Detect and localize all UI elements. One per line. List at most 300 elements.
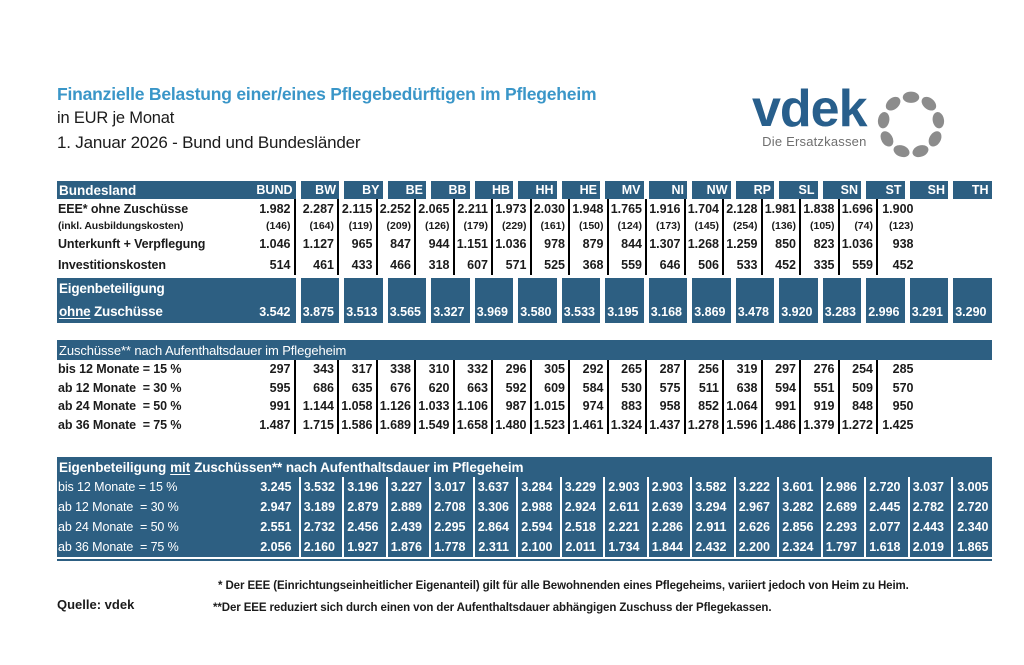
value-cell: 1.480 — [493, 416, 532, 435]
underlined-word: ohne — [59, 304, 91, 319]
value-cell: 338 — [378, 360, 417, 379]
value-cell: 1.151 — [455, 234, 494, 254]
value-cell: 1.015 — [532, 397, 571, 416]
row-label: ab 24 Monate = 50 % — [58, 520, 179, 534]
value-cell: 1.036 — [493, 234, 532, 254]
value-cell: 3.189 — [301, 497, 345, 517]
value-cell: 1.379 — [801, 416, 840, 435]
value-cell: 2.518 — [562, 517, 606, 537]
value-cell: 850 — [763, 234, 802, 254]
value-cell: 2.295 — [431, 517, 475, 537]
value-cell: 592 — [493, 379, 532, 398]
value-cell-bund: 514 — [269, 257, 291, 272]
value-cell: 686 — [301, 379, 340, 398]
value-cell: 823 — [801, 234, 840, 254]
row-label: Investitionskosten — [58, 257, 166, 272]
value-cell: 676 — [378, 379, 417, 398]
value-cell: 305 — [532, 360, 571, 379]
value-cell: 2.879 — [344, 497, 388, 517]
value-cell: 1.437 — [647, 416, 686, 435]
value-cell: (209) — [378, 218, 417, 234]
value-cell: 2.311 — [475, 537, 519, 557]
value-cell: 2.443 — [910, 517, 954, 537]
value-cell: (145) — [686, 218, 725, 234]
value-cell: 2.708 — [431, 497, 475, 517]
value-cell: (150) — [570, 218, 609, 234]
section-gap — [57, 323, 992, 340]
value-cell: 938 — [892, 237, 914, 251]
value-cell: 368 — [570, 254, 609, 275]
value-cell: 3.533 — [562, 278, 601, 323]
header-pre: Eigenbeteiligung — [59, 459, 167, 475]
value-cell: 3.222 — [736, 477, 780, 497]
column-header: BB — [431, 181, 470, 199]
bundesland-label: Bundesland — [59, 182, 137, 198]
row-label: ab 12 Monate = 30 % — [58, 500, 179, 514]
row-label: bis 12 Monate = 15 % — [58, 480, 178, 494]
source-label: Quelle: vdek — [57, 597, 135, 612]
row-label: EEE* ohne Zuschüsse — [58, 201, 189, 216]
value-cell: 2.924 — [562, 497, 606, 517]
value-cell-bund: 1.046 — [259, 237, 291, 251]
column-header: HH — [518, 181, 557, 199]
value-cell: 1.658 — [455, 416, 494, 435]
value-cell: 3.875 — [301, 278, 340, 323]
column-header: NW — [692, 181, 731, 199]
value-cell-bund: 991 — [269, 399, 291, 414]
value-cell: 2.782 — [910, 497, 954, 517]
value-cell: 2.639 — [649, 497, 693, 517]
value-cell: (123) — [888, 220, 914, 232]
value-cell: 343 — [301, 360, 340, 379]
row-label: ab 36 Monate = 75 % — [58, 417, 182, 432]
value-cell: 254 — [840, 360, 879, 379]
column-header: TH — [953, 181, 992, 199]
value-cell: 2.128 — [724, 199, 763, 218]
value-cell: 2.594 — [518, 517, 562, 537]
value-cell: 3.582 — [692, 477, 736, 497]
value-cell: (179) — [455, 218, 494, 234]
value-cell: 1.797 — [823, 537, 867, 557]
row-label-cell — [57, 517, 301, 537]
value-cell: (161) — [532, 218, 571, 234]
value-cell: 2.720 — [866, 477, 910, 497]
row-label-cell — [57, 254, 296, 275]
value-cell: 1.036 — [840, 234, 879, 254]
value-cell: 530 — [609, 379, 648, 398]
value-cell: 965 — [339, 234, 378, 254]
row-label: ab 24 Monate = 50 % — [58, 399, 182, 414]
value-cell-bund: 2.551 — [260, 520, 292, 534]
value-cell: 635 — [339, 379, 378, 398]
value-cell: 296 — [493, 360, 532, 379]
column-header: SH — [910, 181, 949, 199]
value-cell: 452 — [892, 257, 914, 272]
value-cell: 3.017 — [431, 477, 475, 497]
value-cell: 2.988 — [518, 497, 562, 517]
section-gap — [57, 434, 992, 457]
value-cell: 466 — [378, 254, 417, 275]
row-label: Unterkunft + Verpflegung — [58, 237, 206, 251]
column-header-bund: BUND — [256, 183, 293, 197]
value-cell: 1.586 — [339, 416, 378, 435]
value-cell: 2.252 — [378, 199, 417, 218]
value-cell: 3.920 — [779, 278, 818, 323]
value-cell: 1.549 — [416, 416, 455, 435]
value-cell: 3.327 — [431, 278, 470, 323]
column-header: MV — [605, 181, 644, 199]
table-row-zuschuss — [57, 360, 992, 379]
row-label: bis 12 Monate = 15 % — [58, 362, 182, 377]
value-cell: 1.425 — [882, 417, 914, 432]
row-label-cell — [57, 218, 296, 234]
value-cell: 2.211 — [455, 199, 494, 218]
table-row-investition — [57, 254, 992, 275]
value-cell: 2.720 — [957, 500, 989, 514]
value-cell: 1.596 — [724, 416, 763, 435]
page-title: Finanzielle Belastung einer/eines Pflegebedürftigen im Pflegeheim — [57, 84, 597, 104]
row-label-cell — [57, 477, 301, 497]
value-cell: 2.911 — [692, 517, 736, 537]
value-cell: (74) — [840, 218, 879, 234]
value-cell: 559 — [840, 254, 879, 275]
value-cell: 511 — [686, 379, 725, 398]
value-cell: 3.306 — [475, 497, 519, 517]
value-cell: 265 — [609, 360, 648, 379]
value-cell: 3.637 — [475, 477, 519, 497]
vdek-ring-icon — [874, 88, 948, 162]
value-cell: 2.903 — [605, 477, 649, 497]
value-cell: 1.523 — [532, 416, 571, 435]
value-cell: 2.030 — [532, 199, 571, 218]
value-cell: 958 — [647, 397, 686, 416]
value-cell: 452 — [763, 254, 802, 275]
value-cell: 852 — [686, 397, 725, 416]
value-cell-bund: 2.056 — [260, 540, 292, 554]
column-header: SN — [823, 181, 862, 199]
value-cell: (229) — [493, 218, 532, 234]
value-cell: 3.532 — [301, 477, 345, 497]
value-cell: 607 — [455, 254, 494, 275]
value-cell: 1.948 — [570, 199, 609, 218]
value-cell: 256 — [686, 360, 725, 379]
table-bottom-rule — [57, 559, 992, 561]
value-cell: 292 — [570, 360, 609, 379]
value-cell: 509 — [840, 379, 879, 398]
table-row-eigenbeteiligung-mit — [57, 477, 992, 497]
row-label: ab 12 Monate = 30 % — [58, 380, 182, 395]
value-cell: 1.973 — [493, 199, 532, 218]
column-header: NI — [649, 181, 688, 199]
value-cell: 978 — [532, 234, 571, 254]
total-label — [59, 281, 165, 319]
value-cell: 1.461 — [570, 416, 609, 435]
footnote-zuschuss: **Der EEE reduziert sich durch einen von der Aufenthaltsdauer abhängigen Zuschuss der Pflegekassen. — [213, 602, 772, 614]
value-cell: 1.778 — [431, 537, 475, 557]
value-cell: 663 — [455, 379, 494, 398]
value-cell: 2.115 — [339, 199, 378, 218]
value-cell: 1.064 — [724, 397, 763, 416]
value-cell: 3.291 — [910, 278, 949, 323]
value-cell: 584 — [570, 379, 609, 398]
row-label-cell — [57, 397, 296, 416]
value-cell: 919 — [801, 397, 840, 416]
column-header: BW — [301, 181, 340, 199]
label-rest: Zuschüsse — [90, 304, 163, 319]
table-row-unterkunft — [57, 234, 992, 254]
vdek-logo-text — [752, 80, 867, 149]
value-cell: 317 — [339, 360, 378, 379]
value-cell: 2.445 — [866, 497, 910, 517]
value-cell: 2.011 — [562, 537, 606, 557]
value-cell: 2.626 — [736, 517, 780, 537]
value-cell: 848 — [840, 397, 879, 416]
row-label-cell — [57, 537, 301, 557]
value-cell: 991 — [763, 397, 802, 416]
underlined-word: mit — [170, 459, 191, 475]
value-cell: 1.126 — [378, 397, 417, 416]
value-cell: (173) — [647, 218, 686, 234]
value-cell: 575 — [647, 379, 686, 398]
value-cell: 3.513 — [344, 278, 383, 323]
value-cell: 3.284 — [518, 477, 562, 497]
value-cell: (254) — [724, 218, 763, 234]
vdek-wordmark: vdek — [752, 80, 867, 138]
value-cell: 1.876 — [388, 537, 432, 557]
value-cell: 879 — [570, 234, 609, 254]
total-label-line1: Eigenbeteiligung — [59, 281, 165, 296]
value-cell: 1.927 — [344, 537, 388, 557]
value-cell: 2.324 — [779, 537, 823, 557]
value-cell-bund: 1.982 — [259, 201, 291, 216]
value-cell: 1.144 — [301, 397, 340, 416]
value-cell: 3.283 — [823, 278, 862, 323]
value-cell: 2.903 — [649, 477, 693, 497]
date-line: 1. Januar 2026 - Bund und Bundesländer — [57, 133, 361, 152]
total-with-section-header — [57, 457, 992, 477]
value-cell: 3.282 — [779, 497, 823, 517]
value-cell: 1.715 — [301, 416, 340, 435]
value-cell: 847 — [378, 234, 417, 254]
value-cell: 3.227 — [388, 477, 432, 497]
value-cell: 1.486 — [763, 416, 802, 435]
value-cell: 1.259 — [724, 234, 763, 254]
value-cell: 974 — [570, 397, 609, 416]
row-label-cell — [57, 416, 296, 435]
row-label-cell — [57, 379, 296, 398]
table-row-eigenbeteiligung-mit — [57, 537, 992, 557]
value-cell: 609 — [532, 379, 571, 398]
value-cell: 2.732 — [301, 517, 345, 537]
table-row-zuschuss — [57, 397, 992, 416]
table-row-ausbildung — [57, 218, 992, 234]
subsidy-section-header — [57, 340, 992, 360]
value-cell: 1.272 — [840, 416, 879, 435]
value-cell: 2.077 — [866, 517, 910, 537]
value-cell: 1.704 — [686, 199, 725, 218]
value-cell: 2.689 — [823, 497, 867, 517]
page-subtitle: in EUR je Monat — [57, 109, 175, 127]
value-cell: (164) — [301, 218, 340, 234]
total-label-line2 — [59, 304, 165, 319]
value-cell: 2.967 — [736, 497, 780, 517]
value-cell: 1.844 — [649, 537, 693, 557]
value-cell: 2.340 — [957, 520, 989, 534]
value-cell: 3.290 — [953, 278, 992, 323]
value-cell: 3.196 — [344, 477, 388, 497]
value-cell-bund: 595 — [269, 380, 291, 395]
value-cell: 2.611 — [605, 497, 649, 517]
row-label-cell — [57, 497, 301, 517]
value-cell: 1.127 — [301, 234, 340, 254]
row-label-cell — [57, 199, 296, 218]
value-cell: 3.294 — [692, 497, 736, 517]
value-cell: 2.287 — [301, 199, 340, 218]
title-block — [57, 84, 596, 153]
value-cell-bund: 3.542 — [259, 305, 291, 319]
table-header-row — [57, 181, 992, 199]
value-cell: (126) — [416, 218, 455, 234]
value-cell: (124) — [609, 218, 648, 234]
value-cell: 1.900 — [882, 201, 914, 216]
column-header: HB — [475, 181, 514, 199]
value-cell: 1.106 — [455, 397, 494, 416]
row-label-cell — [57, 278, 296, 323]
value-cell: 3.969 — [475, 278, 514, 323]
value-cell: 646 — [647, 254, 686, 275]
value-cell: 287 — [647, 360, 686, 379]
table-row-eee — [57, 199, 992, 218]
value-cell: 319 — [724, 360, 763, 379]
value-cell: 2.864 — [475, 517, 519, 537]
value-cell: 987 — [493, 397, 532, 416]
value-cell: 2.432 — [692, 537, 736, 557]
table-row-eigenbeteiligung-mit — [57, 517, 992, 537]
value-cell: 461 — [301, 254, 340, 275]
value-cell: 3.601 — [779, 477, 823, 497]
column-header: SL — [779, 181, 818, 199]
row-label: ab 36 Monate = 75 % — [58, 540, 179, 554]
value-cell: 297 — [763, 360, 802, 379]
value-cell: 3.565 — [388, 278, 427, 323]
value-cell: 2.160 — [301, 537, 345, 557]
bundesland-header-cell — [57, 181, 296, 199]
row-label: (inkl. Ausbildungskosten) — [58, 220, 184, 232]
value-cell: 620 — [416, 379, 455, 398]
value-cell: 3.869 — [692, 278, 731, 323]
value-cell: 1.268 — [686, 234, 725, 254]
value-cell: 1.033 — [416, 397, 455, 416]
value-cell: 533 — [724, 254, 763, 275]
table-row-zuschuss — [57, 416, 992, 435]
value-cell: 2.286 — [649, 517, 693, 537]
value-cell: 2.200 — [736, 537, 780, 557]
table-row-eigenbeteiligung-ohne — [57, 278, 992, 323]
value-cell: 506 — [686, 254, 725, 275]
column-header: BE — [388, 181, 427, 199]
value-cell-bund: (146) — [265, 220, 291, 232]
value-cell: 1.689 — [378, 416, 417, 435]
value-cell: 3.195 — [605, 278, 644, 323]
value-cell: 2.221 — [605, 517, 649, 537]
value-cell: (136) — [763, 218, 802, 234]
table-row-eigenbeteiligung-mit — [57, 497, 992, 517]
value-cell: 883 — [609, 397, 648, 416]
header-rest: Zuschüssen** nach Aufenthaltsdauer im Pflegeheim — [194, 459, 524, 475]
value-cell: 551 — [801, 379, 840, 398]
value-cell: 1.307 — [647, 234, 686, 254]
value-cell: 2.019 — [910, 537, 954, 557]
value-cell: 1.916 — [647, 199, 686, 218]
value-cell: 2.856 — [779, 517, 823, 537]
value-cell-bund: 1.487 — [259, 417, 291, 432]
value-cell: 1.278 — [686, 416, 725, 435]
value-cell: 3.478 — [736, 278, 775, 323]
value-cell: 1.865 — [957, 540, 989, 554]
value-cell: 570 — [892, 380, 914, 395]
value-cell: 2.100 — [518, 537, 562, 557]
value-cell: 3.005 — [957, 480, 989, 494]
column-header: ST — [866, 181, 905, 199]
value-cell: 2.986 — [823, 477, 867, 497]
value-cell: 1.981 — [763, 199, 802, 218]
value-cell: 2.439 — [388, 517, 432, 537]
column-header: HE — [562, 181, 601, 199]
value-cell: 2.889 — [388, 497, 432, 517]
vdek-logo — [752, 80, 948, 162]
value-cell: 844 — [609, 234, 648, 254]
value-cell: 638 — [724, 379, 763, 398]
value-cell: 3.168 — [649, 278, 688, 323]
value-cell: 1.696 — [840, 199, 879, 218]
value-cell: 1.618 — [866, 537, 910, 557]
column-header: RP — [736, 181, 775, 199]
value-cell: 525 — [532, 254, 571, 275]
value-cell: 332 — [455, 360, 494, 379]
value-cell: 3.229 — [562, 477, 606, 497]
value-cell: 1.734 — [605, 537, 649, 557]
value-cell: 310 — [416, 360, 455, 379]
table-row-zuschuss — [57, 379, 992, 398]
value-cell: 3.037 — [910, 477, 954, 497]
footnote-eee: * Der EEE (Einrichtungseinheitlicher Eigenanteil) gilt für alle Bewohnenden eines Pflegeheims, variiert jedoch von Heim zu Heim. — [218, 580, 909, 592]
value-cell: 1.324 — [609, 416, 648, 435]
value-cell: 335 — [801, 254, 840, 275]
value-cell: 950 — [892, 399, 914, 414]
value-cell-bund: 3.245 — [260, 480, 292, 494]
column-header: BY — [344, 181, 383, 199]
value-cell: 2.996 — [866, 278, 905, 323]
subsidy-section-title: Zuschüsse** nach Aufenthaltsdauer im Pflegeheim — [59, 342, 347, 358]
value-cell: 594 — [763, 379, 802, 398]
value-cell: 2.456 — [344, 517, 388, 537]
value-cell: 2.065 — [416, 199, 455, 218]
value-cell: 571 — [493, 254, 532, 275]
value-cell: 1.058 — [339, 397, 378, 416]
value-cell: 276 — [801, 360, 840, 379]
row-label-cell — [57, 360, 296, 379]
row-label-cell — [57, 234, 296, 254]
value-cell: (105) — [801, 218, 840, 234]
value-cell: 285 — [892, 362, 914, 377]
value-cell: 318 — [416, 254, 455, 275]
footnotes — [213, 575, 1018, 619]
vdek-tagline: Die Ersatzkassen — [762, 134, 867, 149]
value-cell: 1.765 — [609, 199, 648, 218]
value-cell-bund: 2.947 — [260, 500, 292, 514]
value-cell: 433 — [339, 254, 378, 275]
value-cell: 944 — [416, 234, 455, 254]
